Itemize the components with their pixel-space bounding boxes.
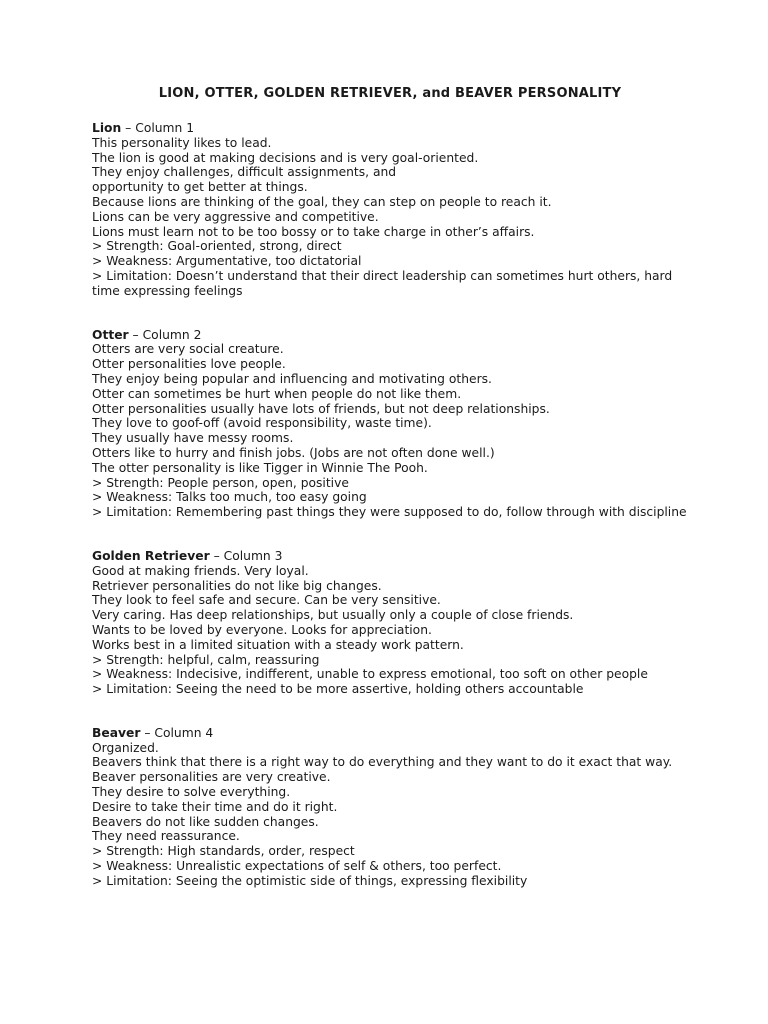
- section-line: Otters like to hurry and finish jobs. (Jobs are not often done well.): [92, 445, 495, 460]
- section-line: They look to feel safe and secure. Can be very sensitive.: [92, 593, 441, 608]
- section-heading: [92, 726, 688, 741]
- sections-container: [92, 121, 688, 889]
- section-column-label: – Column 1: [121, 121, 195, 135]
- document-title: LION, OTTER, GOLDEN RETRIEVER, and BEAVER PERSONALITY: [158, 86, 622, 101]
- section-line: > Strength: helpful, calm, reassuring: [92, 652, 320, 667]
- section-name: Golden Retriever: [92, 548, 210, 563]
- section-line: Good at making friends. Very loyal.: [92, 563, 309, 578]
- section-otter: [92, 328, 688, 520]
- section-column-label: – Column 3: [209, 548, 283, 563]
- section-name: Beaver: [92, 725, 141, 740]
- section-lion: [92, 121, 688, 299]
- section-line: Otters are very social creature.: [92, 342, 284, 357]
- section-heading: [92, 121, 688, 136]
- section-line: > Weakness: Unrealistic expectations of self & others, too perfect.: [92, 859, 502, 874]
- section-golden-retriever: [92, 549, 688, 697]
- section-line: Desire to take their time and do it right.: [92, 799, 338, 814]
- section-line: Otter can sometimes be hurt when people do not like them.: [92, 386, 462, 401]
- section-line: Works best in a limited situation with a steady work pattern.: [92, 637, 464, 652]
- section-line: > Strength: High standards, order, respect: [92, 844, 355, 859]
- section-line: > Limitation: Seeing the optimistic side of things, expressing flexibility: [92, 873, 528, 888]
- section-line: Beavers do not like sudden changes.: [92, 814, 319, 829]
- section-line: This personality likes to lead.: [92, 135, 272, 150]
- section-line: Very caring. Has deep relationships, but usually only a couple of close friends.: [92, 608, 574, 623]
- section-line: They desire to solve everything.: [92, 785, 291, 800]
- section-line: They enjoy being popular and influencing and motivating others.: [92, 371, 492, 386]
- section-column-label: – Column 2: [128, 327, 202, 342]
- section-line: > Limitation: Seeing the need to be more assertive, holding others accountable: [92, 682, 584, 697]
- section-line: > Limitation: Remembering past things they were supposed to do, follow through with discipline: [92, 505, 687, 520]
- section-line: > Limitation: Doesn’t understand that their direct leadership can sometimes hurt others, hard time expressing feelings: [92, 268, 673, 298]
- section-beaver: [92, 726, 688, 889]
- section-line: They usually have messy rooms.: [92, 431, 294, 446]
- section-line: > Weakness: Argumentative, too dictatorial: [92, 254, 362, 269]
- section-line: > Weakness: Talks too much, too easy going: [92, 490, 367, 505]
- section-heading: [92, 328, 688, 343]
- section-line: Lions can be very aggressive and competitive.: [92, 209, 379, 224]
- section-line: opportunity to get better at things.: [92, 180, 308, 195]
- section-name: Lion: [92, 121, 122, 135]
- section-line: Beaver personalities are very creative.: [92, 770, 331, 785]
- section-line: Because lions are thinking of the goal, they can step on people to reach it.: [92, 194, 552, 209]
- section-line: Otter personalities usually have lots of friends, but not deep relationships.: [92, 401, 550, 416]
- section-line: > Strength: Goal-oriented, strong, direct: [92, 239, 342, 254]
- section-line: Organized.: [92, 740, 159, 755]
- section-line: The otter personality is like Tigger in Winnie The Pooh.: [92, 460, 428, 475]
- section-line: Otter personalities love people.: [92, 357, 286, 372]
- section-line: They need reassurance.: [92, 829, 240, 844]
- section-line: > Strength: People person, open, positive: [92, 475, 349, 490]
- section-line: Lions must learn not to be too bossy or to take charge in other’s affairs.: [92, 224, 535, 239]
- section-line: Wants to be loved by everyone. Looks for appreciation.: [92, 622, 432, 637]
- section-column-label: – Column 4: [140, 725, 214, 740]
- section-heading: [92, 549, 688, 564]
- section-line: They enjoy challenges, difficult assignments, and: [92, 165, 397, 180]
- section-name: Otter: [92, 327, 129, 342]
- section-line: > Weakness: Indecisive, indifferent, unable to express emotional, too soft on other people: [92, 667, 648, 682]
- section-line: Beavers think that there is a right way to do everything and they want to do it exact that way.: [92, 755, 673, 770]
- section-line: They love to goof-off (avoid responsibility, waste time).: [92, 416, 432, 431]
- section-line: The lion is good at making decisions and is very goal-oriented.: [92, 150, 479, 165]
- section-line: Retriever personalities do not like big changes.: [92, 578, 382, 593]
